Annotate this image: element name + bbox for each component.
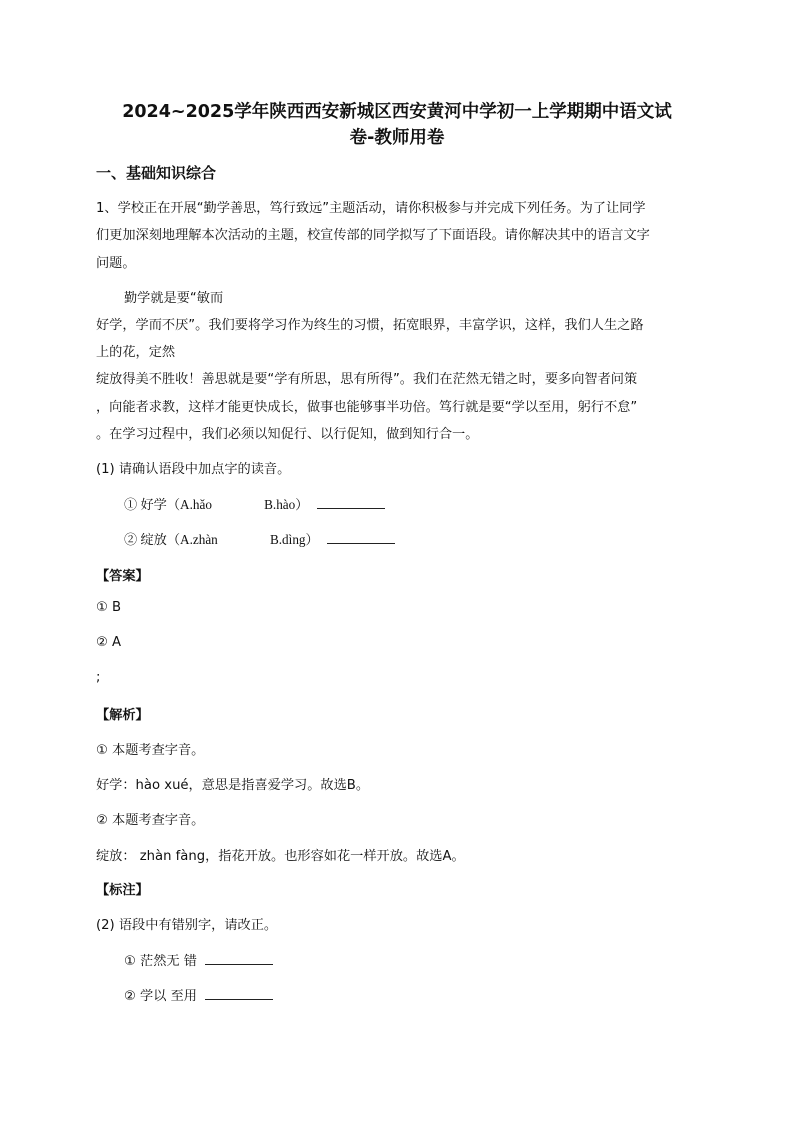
passage-line-3: 上的花，定然 <box>96 345 176 360</box>
correction-blank-1[interactable] <box>205 950 273 965</box>
q1-intro-line-3: 问题。 <box>96 256 136 271</box>
sub-question-1-item-1 <box>124 494 385 513</box>
analysis-line-1: ① 本题考查字音。 <box>96 743 205 758</box>
passage-line-6: 。在学习过程中，我们必须以知促行、以行促知，做到知行合一。 <box>96 427 479 442</box>
note-heading: 【标注】 <box>96 883 149 898</box>
item-2-option-a: ② 绽放（A.zhàn <box>124 532 218 547</box>
sub-question-1-item-2 <box>124 529 395 548</box>
section-heading: 一、基础知识综合 <box>96 164 217 182</box>
passage-line-4: 绽放得美不胜收！善思就是要“学有所思，思有所得”。我们在茫然无错之时，要多向智者问策 <box>96 372 638 387</box>
analysis-line-4: 绽放： zhàn fàng，指花开放。也形容如花一样开放。故选A。 <box>96 849 465 864</box>
analysis-line-3: ② 本题考查字音。 <box>96 813 205 828</box>
passage-line-1: 勤学就是要“敏而 <box>124 291 224 306</box>
item-1-option-a: ① 好学（A.hǎo <box>124 497 212 512</box>
typo-item-2: ② 学以 至用 <box>124 989 197 1004</box>
typo-item-1: ① 茫然无 错 <box>124 954 197 969</box>
passage-line-2: 好学，学而不厌”。我们要将学习作为终生的习惯，拓宽眼界，丰富学识，这样，我们人生之路 <box>96 318 644 333</box>
sub-question-2-item-1 <box>124 950 273 969</box>
answer-heading: 【答案】 <box>96 569 149 584</box>
doc-title-line-2: 卷-教师用卷 <box>349 128 445 148</box>
sub-question-2-item-2 <box>124 985 273 1004</box>
answer-blank-1[interactable] <box>317 494 385 509</box>
item-2-option-b: B.dìng） <box>269 532 319 547</box>
analysis-heading: 【解析】 <box>96 708 149 723</box>
correction-blank-2[interactable] <box>205 985 273 1000</box>
doc-title-line-1: 2024~2025学年陕西西安新城区西安黄河中学初一上学期期中语文试 <box>122 102 672 122</box>
passage-line-5: ，向能者求教，这样才能更快成长，做事也能够事半功倍。笃行就是要“学以至用，躬行不怠” <box>96 400 638 415</box>
answer-2: ② A <box>96 635 122 650</box>
q1-intro-line-2: 们更加深刻地理解本次活动的主题，校宣传部的同学拟写了下面语段。请你解决其中的语言文字 <box>96 228 650 243</box>
q1-intro-line-1: 1、学校正在开展“勤学善思，笃行致远”主题活动，请你积极参与并完成下列任务。为了让同学 <box>96 201 646 216</box>
sub-question-1-prompt: (1) 请确认语段中加点字的读音。 <box>96 462 291 477</box>
item-1-option-b: B.hào） <box>264 497 309 512</box>
sub-question-2-prompt: (2) 语段中有错别字，请改正。 <box>96 918 278 933</box>
answer-1: ① B <box>96 600 122 615</box>
analysis-line-2: 好学：hào xué，意思是指喜爱学习。故选B。 <box>96 778 370 793</box>
answer-separator: ; <box>96 670 101 685</box>
answer-blank-2[interactable] <box>327 529 395 544</box>
